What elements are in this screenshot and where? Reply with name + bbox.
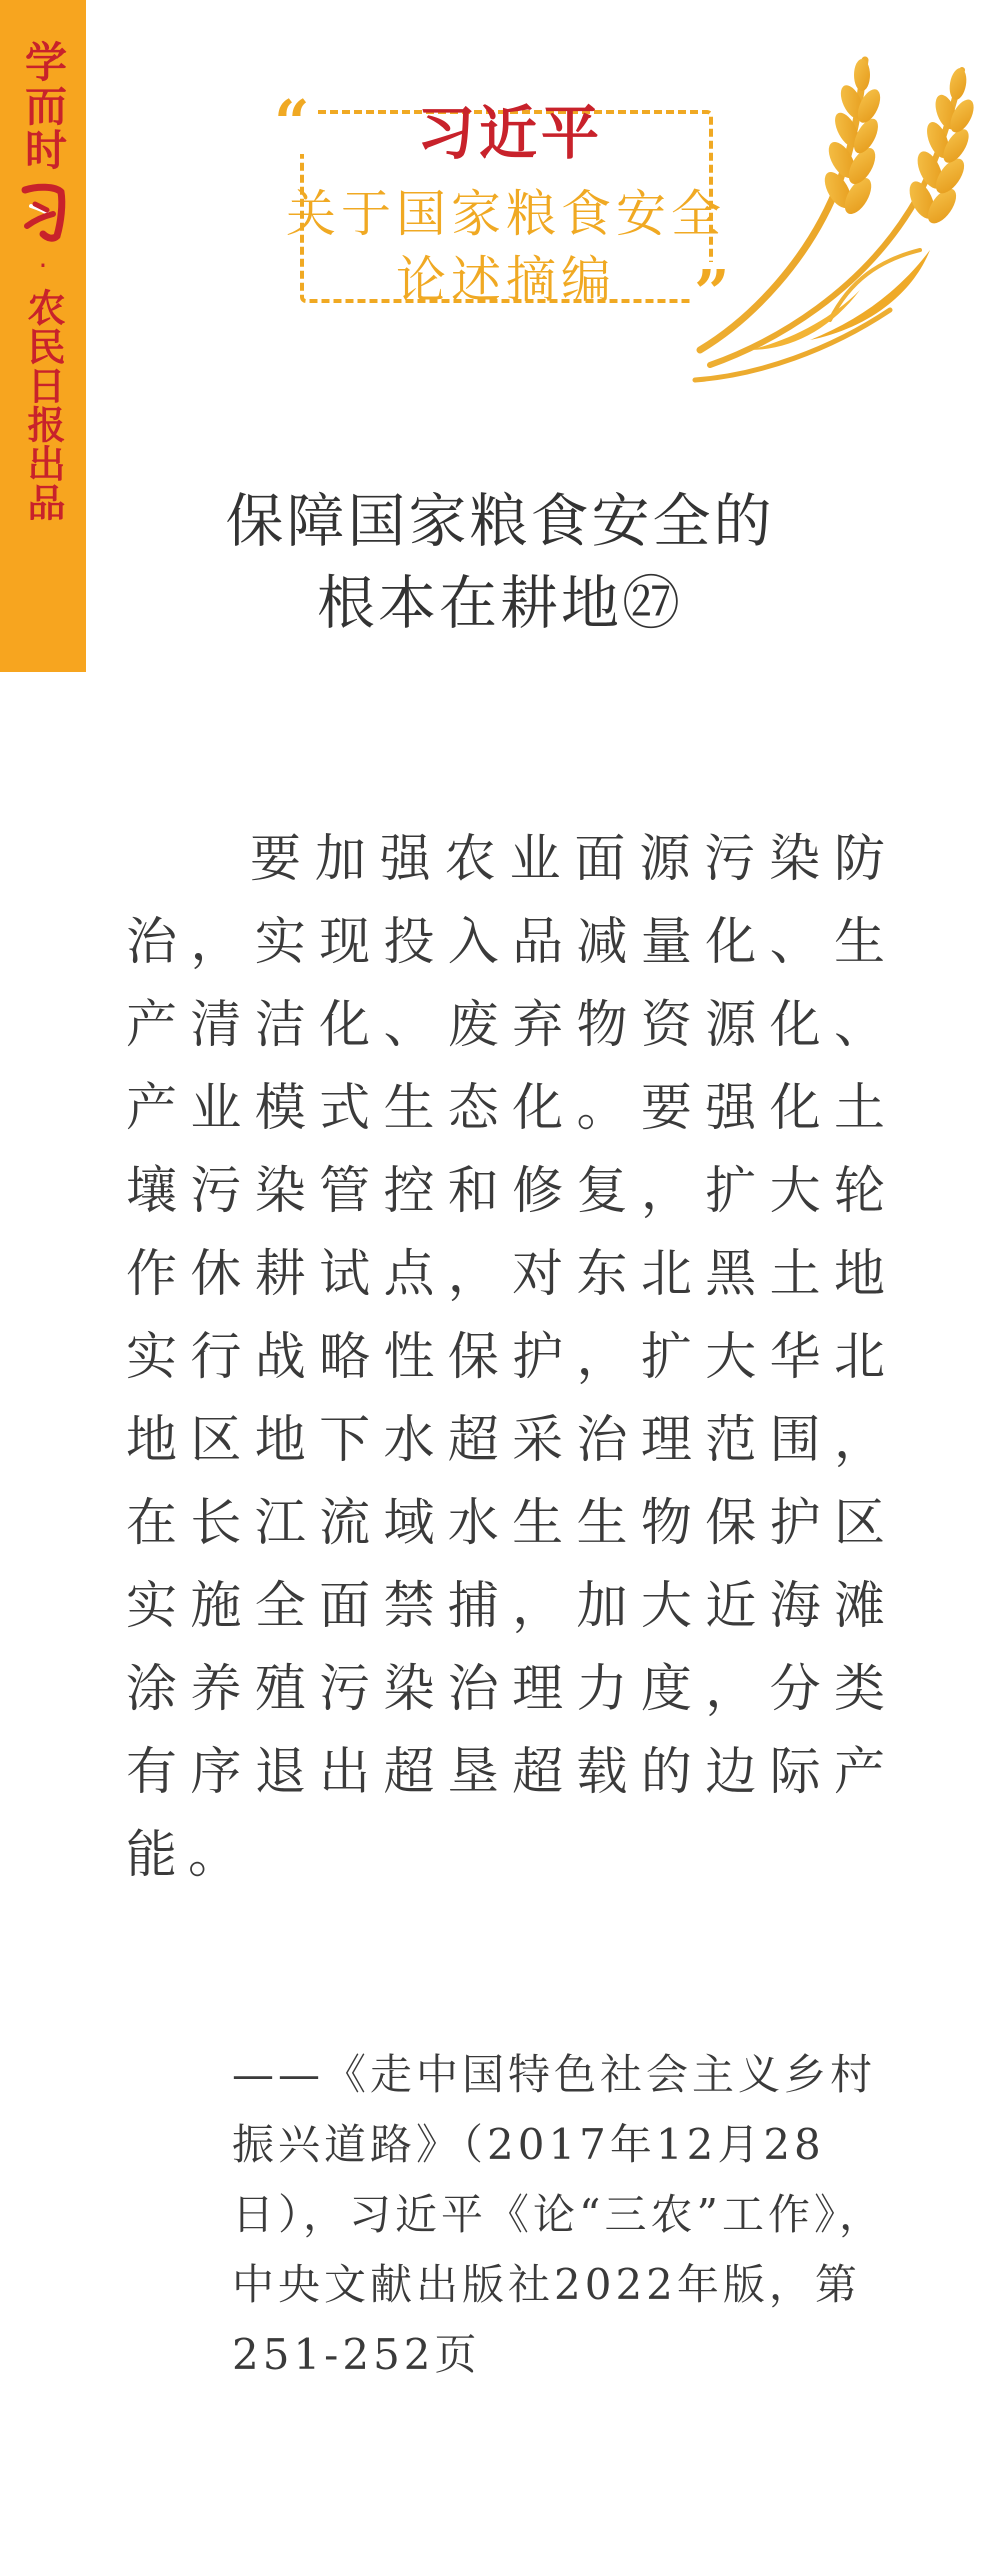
- side-banner-dot: ·: [38, 249, 48, 282]
- article-title-line1: 保障国家粮食安全的: [225, 487, 775, 555]
- header-title: 习近平: [416, 99, 603, 167]
- article-body: 要加强农业面源污染防治，实现投入品减量化、生产清洁化、废弃物资源化、产业模式生态化。要强化土壤污染管控和修复，扩大轮作休耕试点，对东北黑土地实行战略性保护，扩大华北地区地下水超采治理范围，在长江流域水生生物保护区实施全面禁捕，加大近海滩涂养殖污染治理力度，分类有序退出超垦超载的边际产能。: [126, 830, 896, 1885]
- side-banner-content: [0, 40, 86, 522]
- side-banner-bottom-text: 农民日报出品: [21, 288, 65, 522]
- wheat-icon: [690, 20, 990, 420]
- side-banner-top-text: 学而时: [19, 40, 68, 172]
- header-quote-close: ”: [690, 262, 734, 324]
- header-quote-open: “: [270, 92, 314, 154]
- header-subtitle-line2: 论述摘编: [396, 251, 616, 309]
- article-title-line2: 根本在耕地㉗: [316, 569, 683, 637]
- xi-calligraphy-emblem: [17, 182, 69, 244]
- header-subtitle-line1: 关于国家粮食安全: [286, 185, 726, 243]
- article-title: [170, 480, 830, 644]
- article-citation: ——《走中国特色社会主义乡村振兴道路》（2017年12月28日），习近平《论“三农”工作》，中央文献出版社2022年版，第251-252页: [232, 2050, 885, 2379]
